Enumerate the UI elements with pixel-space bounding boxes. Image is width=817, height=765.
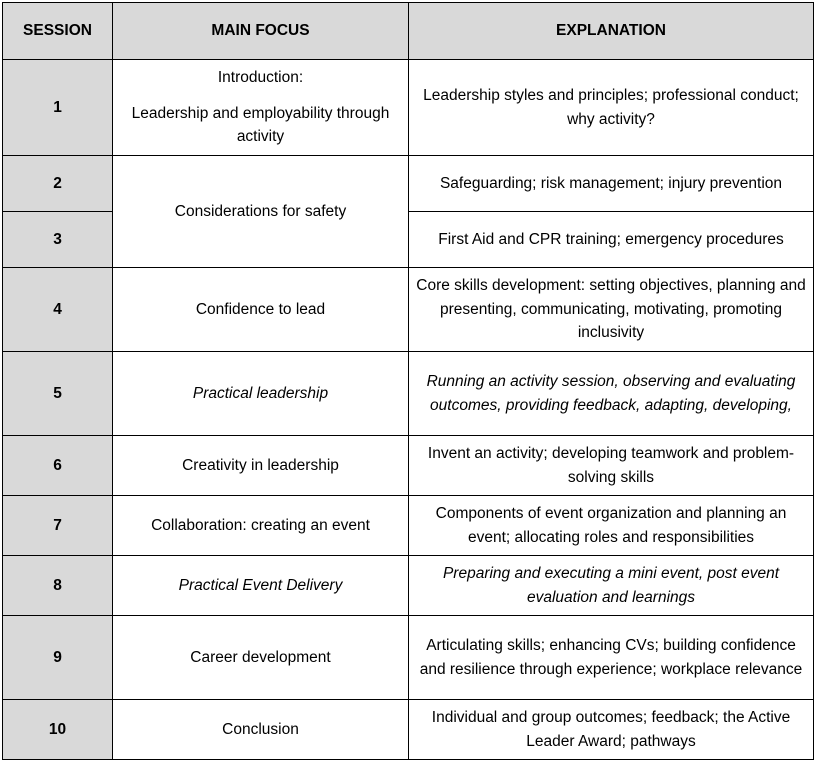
main-focus-cell: Career development	[113, 616, 409, 700]
main-focus-cell: Practical Event Delivery	[113, 556, 409, 616]
table-row	[3, 496, 814, 556]
explanation-cell: Core skills development: setting objectives, planning and presenting, communicating, motivating, promoting inclusivity	[409, 268, 814, 352]
session-number: 8	[3, 556, 113, 616]
session-number: 2	[3, 156, 113, 212]
main-focus-cell: Collaboration: creating an event	[113, 496, 409, 556]
session-number: 5	[3, 352, 113, 436]
explanation-cell: Leadership styles and principles; professional conduct; why activity?	[409, 60, 814, 156]
table-row	[3, 156, 814, 212]
explanation-cell: Individual and group outcomes; feedback; the Active Leader Award; pathways	[409, 700, 814, 760]
table-row	[3, 436, 814, 496]
session-number: 9	[3, 616, 113, 700]
main-focus-cell	[113, 60, 409, 156]
explanation-cell: Running an activity session, observing and evaluating outcomes, providing feedback, adapting, developing,	[409, 352, 814, 436]
sessions-table	[2, 2, 814, 760]
session-number: 3	[3, 212, 113, 268]
main-focus-cell: Considerations for safety	[113, 156, 409, 268]
table-row	[3, 352, 814, 436]
session-number: 7	[3, 496, 113, 556]
header-row	[3, 3, 814, 60]
table-row	[3, 268, 814, 352]
explanation-cell: Components of event organization and planning an event; allocating roles and responsibilities	[409, 496, 814, 556]
main-focus-subtitle: Leadership and employability through activity	[131, 104, 390, 146]
header-explanation: EXPLANATION	[409, 3, 814, 60]
session-number: 4	[3, 268, 113, 352]
explanation-cell: Articulating skills; enhancing CVs; building confidence and resilience through experience; workplace relevance	[409, 616, 814, 700]
table-row	[3, 700, 814, 760]
session-number: 6	[3, 436, 113, 496]
main-focus-cell: Confidence to lead	[113, 268, 409, 352]
table-row	[3, 556, 814, 616]
main-focus-title: Introduction:	[217, 69, 304, 87]
session-number: 10	[3, 700, 113, 760]
table-row	[3, 60, 814, 156]
main-focus-cell: Conclusion	[113, 700, 409, 760]
table-row	[3, 616, 814, 700]
header-main-focus: MAIN FOCUS	[113, 3, 409, 60]
explanation-cell: First Aid and CPR training; emergency procedures	[409, 212, 814, 268]
session-number: 1	[3, 60, 113, 156]
header-session: SESSION	[3, 3, 113, 60]
main-focus-cell: Practical leadership	[113, 352, 409, 436]
main-focus-cell: Creativity in leadership	[113, 436, 409, 496]
explanation-cell: Preparing and executing a mini event, post event evaluation and learnings	[409, 556, 814, 616]
explanation-cell: Invent an activity; developing teamwork and problem-solving skills	[409, 436, 814, 496]
explanation-cell: Safeguarding; risk management; injury prevention	[409, 156, 814, 212]
